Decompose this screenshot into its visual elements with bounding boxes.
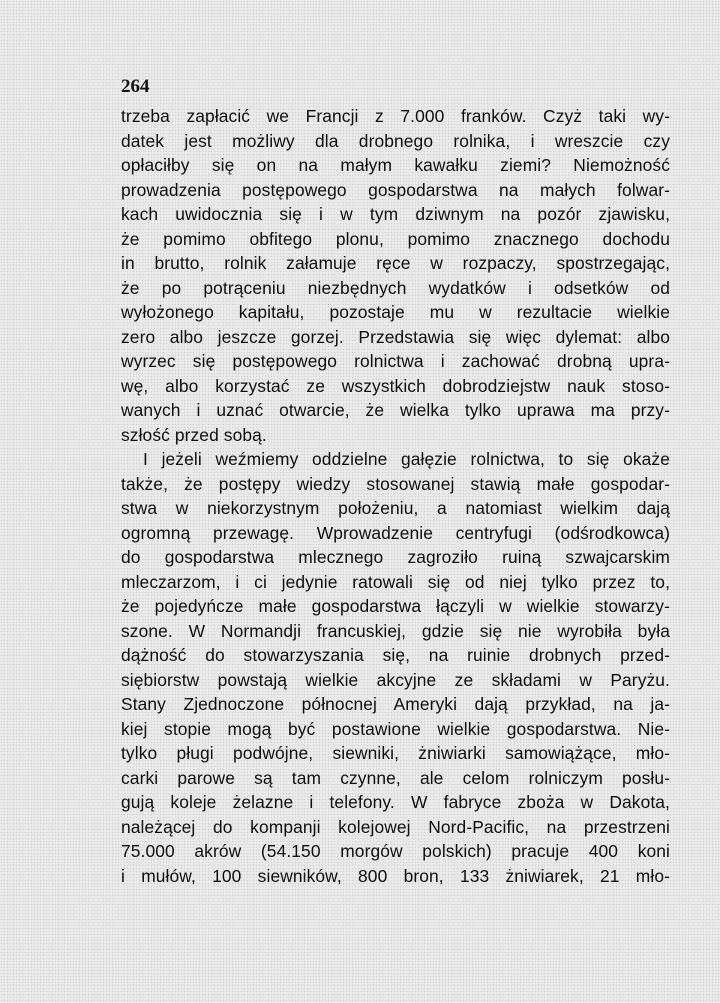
text-line: mleczarzom, i ci jedynie ratowali się od niej tylko przez to, (121, 571, 670, 592)
text-line: szone. W Normandji francuskiej, gdzie się nie wyrobiła była (121, 620, 670, 641)
text-line: carki parowe są tam czynne, ale celom rolniczym posłu- (121, 767, 670, 788)
text-line: wyłożonego kapitału, pozostaje mu w rezultacie wielkie (121, 302, 670, 322)
text-line: in brutto, rolnik załamuje ręce w rozpaczy, spostrzegając, (121, 253, 670, 273)
text-line: że po potrąceniu niezbędnych wydatków i odsetków od (121, 277, 670, 298)
text-line: należącej do kompanji kolejowej Nord-Pacific, na przestrzeni (121, 816, 670, 837)
text-line: kach uwidocznia się i w tym dziwnym na pozór zjawisku, (121, 204, 670, 224)
text-line: wanych i uznać otwarcie, że wielka tylko uprawa ma przy- (121, 400, 670, 420)
text-line: do gospodarstwa mlecznego zagroziło ruiną szwajcarskim (121, 547, 670, 567)
text-line: gują koleje żelazne i telefony. W fabryce zboża w Dakota, (121, 792, 670, 812)
text-line: i mułów, 100 siewników, 800 bron, 133 żniwiarek, 21 mło- (121, 865, 670, 886)
text-line: także, że postępy wiedzy stosowanej stawią małe gospodar- (121, 473, 670, 494)
text-line: datek jest możliwy dla drobnego rolnika, i wreszcie czy (121, 130, 670, 151)
text-line: wę, albo korzystać ze wszystkich dobrodziejstw nauk stoso- (121, 375, 670, 396)
text-line: prowadzenia postępowego gospodarstwa na małych folwar- (121, 179, 670, 200)
text-line: że pomimo obfitego plonu, pomimo znacznego dochodu (121, 228, 670, 249)
text-line: dążność do stowarzyszania się, na ruinie drobnych przed- (121, 645, 670, 665)
text-line: że pojedyńcze małe gospodarstwa łączyli w wielkie stowarzy- (121, 596, 670, 616)
text-line: szłość przed sobą. (121, 424, 267, 445)
text-line: I jeżeli weźmiemy oddzielne gałęzie rolnictwa, to się okaże (143, 449, 670, 469)
text-line: wyrzec się postępowego rolnictwa i zachować drobną upra- (121, 351, 670, 371)
text-line: stwa w niekorzystnym położeniu, a natomiast wielkim dają (121, 498, 670, 518)
text-line: tylko pługi podwójne, siewniki, żniwiarki samowiążące, mło- (121, 743, 670, 763)
text-line: ogromną przewagę. Wprowadzenie centryfugi (odśrodkowca) (121, 522, 670, 543)
text-line: zero albo jeszcze gorzej. Przedstawia się więc dylemat: albo (121, 326, 670, 347)
text-line: 75.000 akrów (54.150 morgów polskich) pracuje 400 koni (121, 841, 670, 861)
text-line: trzeba zapłacić we Francji z 7.000 franków. Czyż taki wy- (121, 106, 670, 126)
text-line: kiej stopie mogą być postawione wielkie gospodarstwa. Nie- (121, 718, 670, 739)
page-number: 264 (121, 76, 150, 97)
body-text (121, 104, 670, 888)
text-line: Stany Zjednoczone północnej Ameryki dają przykład, na ja- (121, 694, 670, 714)
text-line: opłaciłby się on na małym kawałku ziemi? Niemożność (121, 155, 670, 175)
text-line: siębiorstw powstają wielkie akcyjne ze składami w Paryżu. (121, 669, 670, 690)
